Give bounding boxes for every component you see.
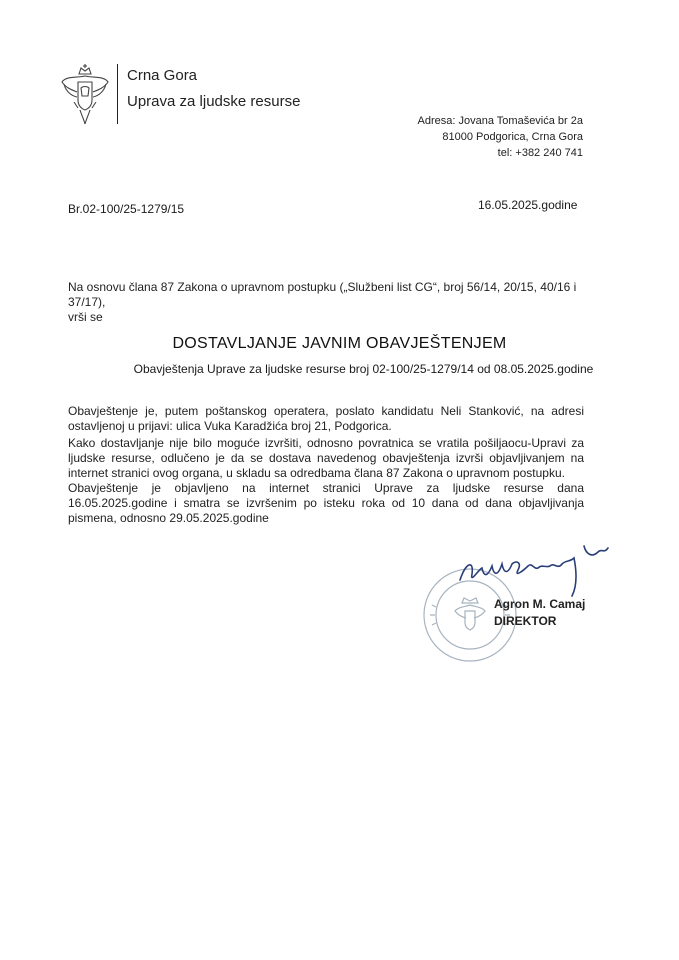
paragraph-1 xyxy=(68,404,584,434)
reference-number: Br.02-100/25-1279/15 xyxy=(68,202,185,216)
coat-of-arms-logo xyxy=(60,62,110,126)
address-street: Adresa: Jovana Tomaševića br 2a xyxy=(417,115,583,127)
signatory-role: DIREKTOR xyxy=(494,614,557,628)
address-block xyxy=(418,113,584,161)
intro-line-2: vrši se xyxy=(68,310,103,324)
institution-name: Uprava za ljudske resurse xyxy=(127,93,301,110)
paragraph-1-text: Obavještenje je, putem poštanskog operatera, poslato kandidatu Neli Stanković, na adresi ostavljenoj u prijavi: ulica Vuka Karadžića broj 21, Podgorica. xyxy=(68,404,584,433)
handwritten-signature xyxy=(452,540,622,602)
intro-line-1: Na osnovu člana 87 Zakona o upravnom postupku („Službeni list CG“, broj 56/14, 20/15, 40/16 i 37/17), xyxy=(68,280,577,309)
document-subtitle: Obavještenja Uprave za ljudske resurse broj 02-100/25-1279/14 od 08.05.2025.godine xyxy=(133,362,594,376)
signatory-name: Agron M. Camaj xyxy=(494,597,586,611)
document-title: DOSTAVLJANJE JAVNIM OBAVJEŠTENJEM xyxy=(172,335,507,352)
address-phone: tel: +382 240 741 xyxy=(497,147,583,159)
document-date: 16.05.2025.godine xyxy=(478,198,578,212)
intro-text xyxy=(68,280,608,325)
address-city: 81000 Podgorica, Crna Gora xyxy=(442,131,583,143)
header-divider xyxy=(117,64,118,124)
paragraph-3-text: Obavještenje je objavljeno na internet stranici Uprave za ljudske resurse dana 16.05.2025.godine i smatra se izvršenim po isteku roka od 10 dana od dana objavljivanja pismena, odnosno 29.05.2025.godine xyxy=(68,481,584,525)
country-name: Crna Gora xyxy=(127,67,198,84)
paragraph-2-text: Kako dostavljanje nije bilo moguće izvršiti, odnosno povratnica se vratila pošiljaocu-Upravi za ljudske resurse, odlučeno je da se dostava navedenog obavještenja izvrši objavljivanjem na internet stranici ovog organa, u skladu sa odredbama člana 87 Zakona o upravnom postupku. xyxy=(68,436,584,480)
paragraph-3 xyxy=(68,481,584,526)
paragraph-2 xyxy=(68,436,584,481)
